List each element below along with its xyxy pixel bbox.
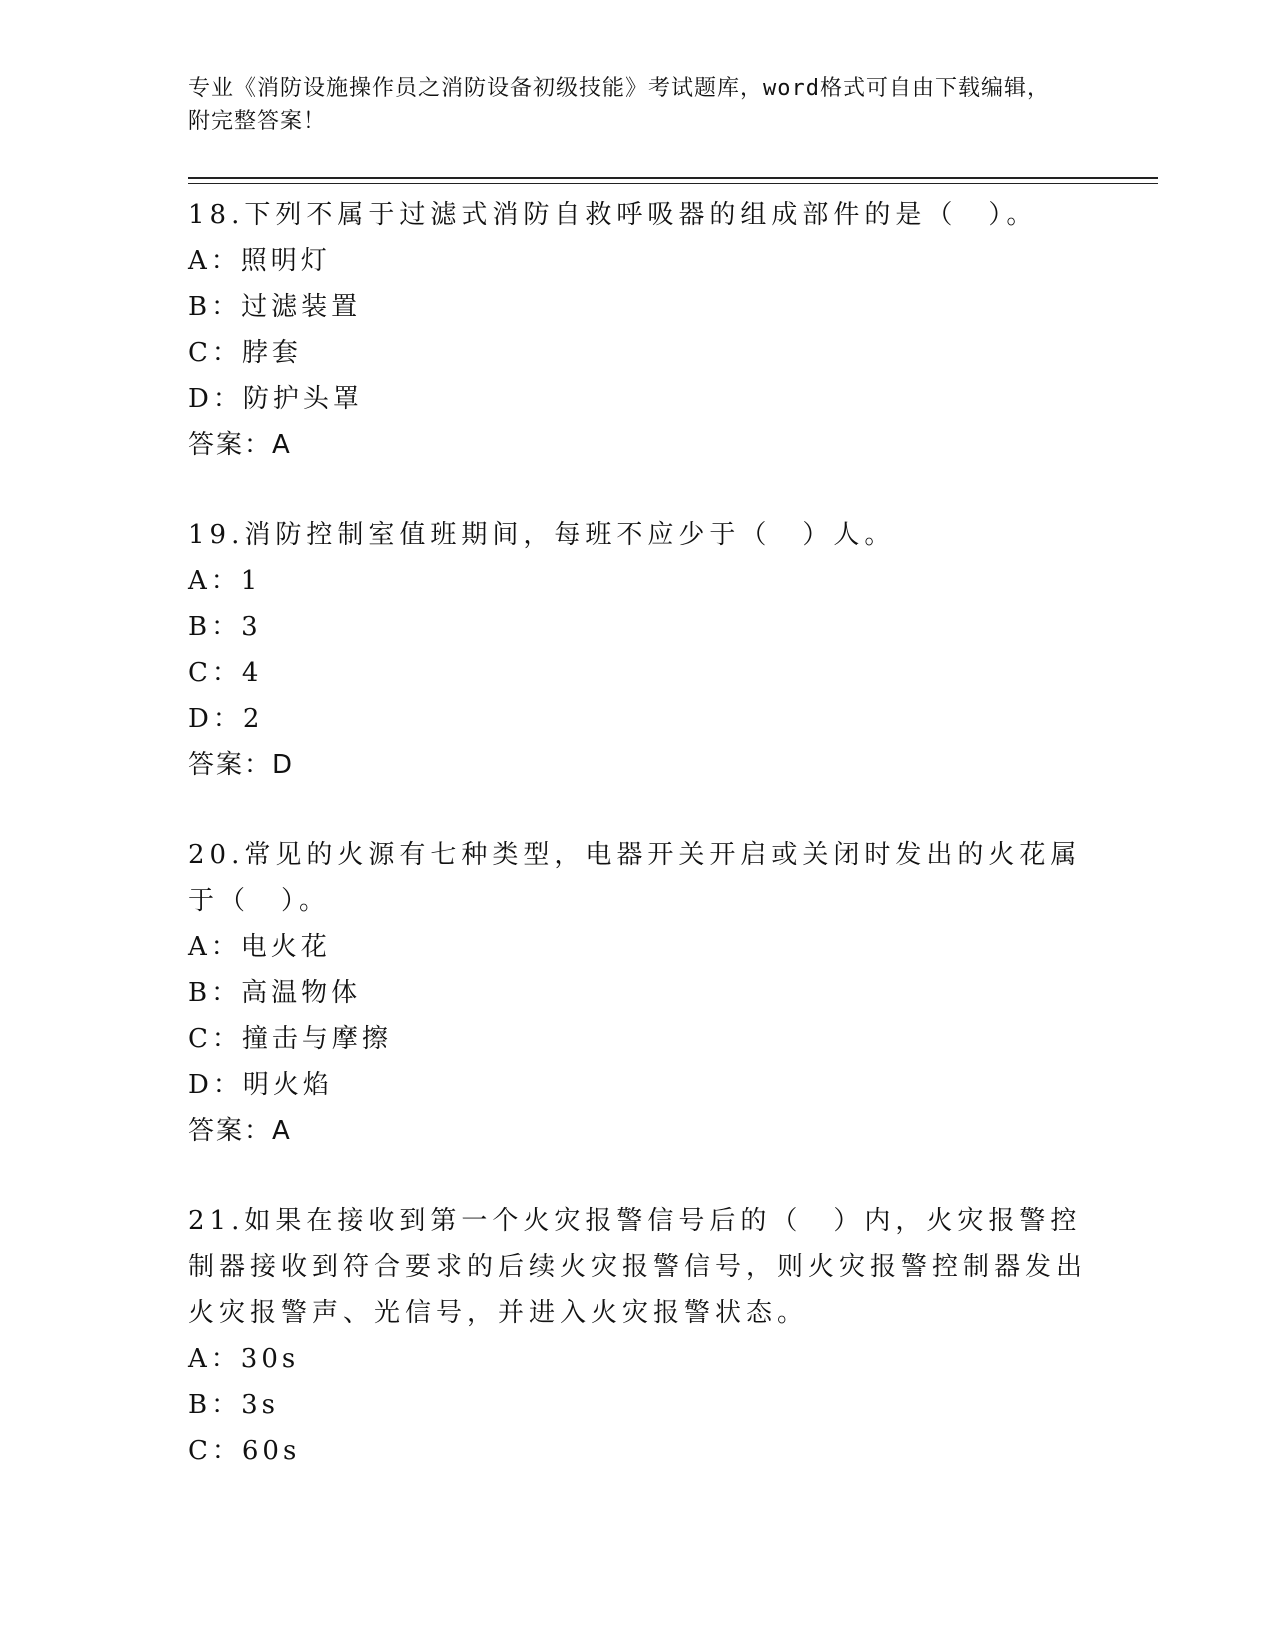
answer-text: 答案：A [188, 430, 292, 460]
option-d: D：明火焰 [188, 1070, 333, 1100]
question-18 [188, 192, 1088, 468]
spacer [188, 1154, 1088, 1198]
question-stem: 20.常见的火源有七种类型，电器开关开启或关闭时发出的火花属于（ ）。 [188, 840, 1082, 916]
document-header: 专业《消防设施操作员之消防设备初级技能》考试题库，word格式可自由下载编辑，附完整答案！ [188, 76, 1050, 134]
option-d: D：防护头罩 [188, 384, 363, 414]
option-a: A：30s [188, 1344, 300, 1374]
question-21 [188, 1198, 1088, 1474]
question-stem: 18.下列不属于过滤式消防自救呼吸器的组成部件的是（ ）。 [188, 200, 1038, 230]
spacer [188, 468, 1088, 512]
option-d: D：2 [188, 704, 264, 734]
question-stem: 21.如果在接收到第一个火灾报警信号后的（ ）内，火灾报警控制器接收到符合要求的后续火灾报警信号，则火灾报警控制器发出火灾报警声、光信号，并进入火灾报警状态。 [188, 1206, 1088, 1328]
answer-text: 答案：D [188, 750, 295, 780]
option-b: B：高温物体 [188, 978, 362, 1008]
option-b: B：3 [188, 612, 262, 642]
option-a: A：1 [188, 566, 262, 596]
option-a: A：电火花 [188, 932, 331, 962]
option-b: B：过滤装置 [188, 292, 362, 322]
header-divider-thick [188, 177, 1158, 179]
question-list [188, 192, 1088, 1474]
option-b: B：3s [188, 1390, 279, 1420]
header-divider-thin [188, 183, 1158, 184]
answer-text: 答案：A [188, 1116, 292, 1146]
option-c: C：脖套 [188, 338, 302, 368]
question-19 [188, 512, 1088, 788]
option-c: C：撞击与摩擦 [188, 1024, 392, 1054]
question-stem: 19.消防控制室值班期间，每班不应少于（ ）人。 [188, 520, 896, 550]
option-c: C：4 [188, 658, 263, 688]
option-c: C：60s [188, 1436, 301, 1466]
spacer [188, 788, 1088, 832]
question-20 [188, 832, 1088, 1154]
option-a: A：照明灯 [188, 246, 331, 276]
